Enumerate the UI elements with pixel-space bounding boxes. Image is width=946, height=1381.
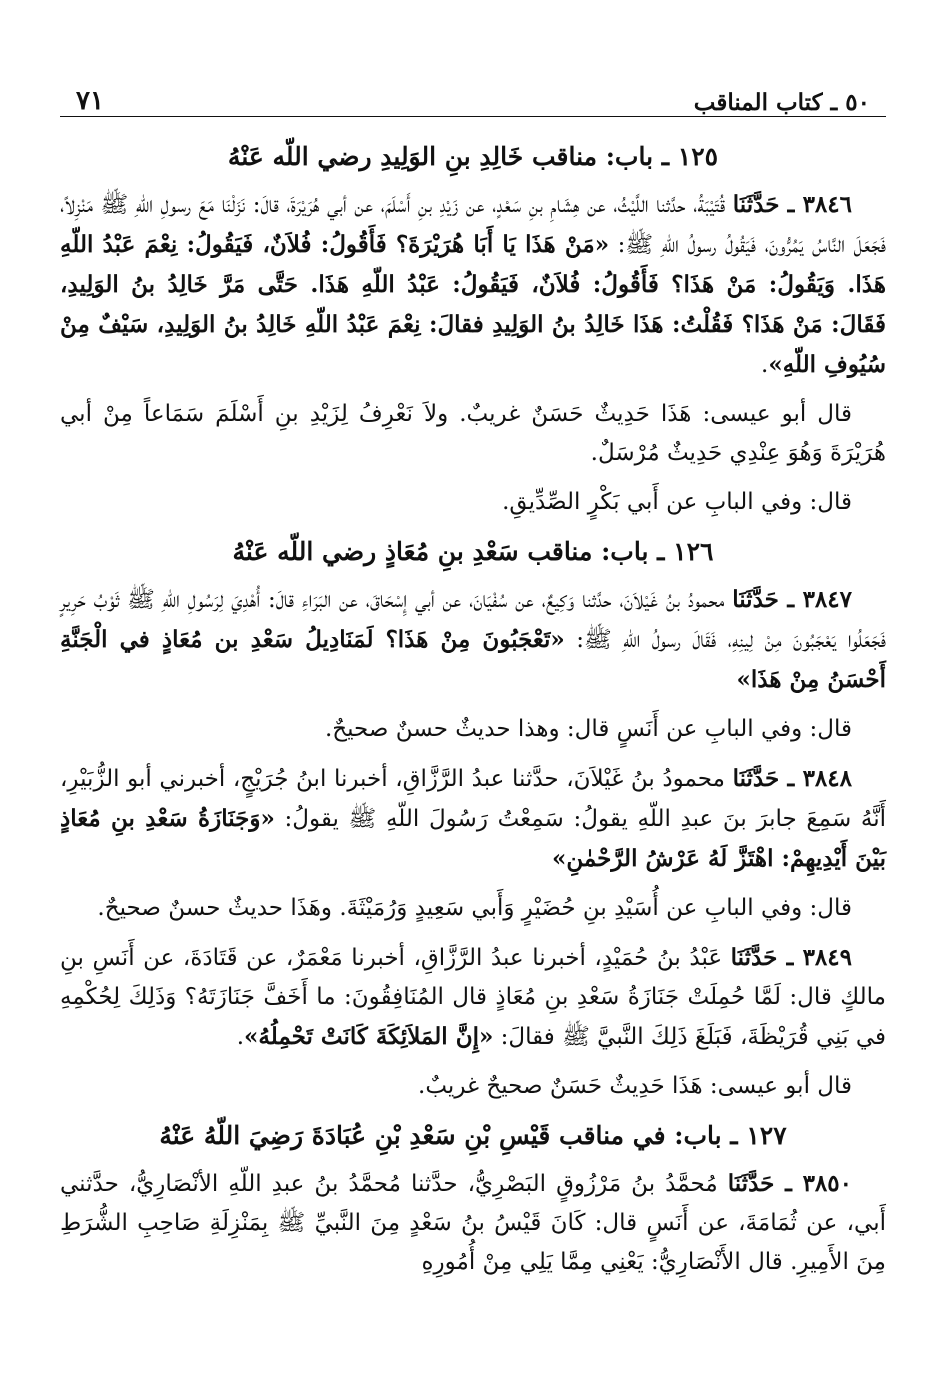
hadith-text: مُحمَّدُ بنُ مَرْزُوقٍ البَصْرِيُّ، حدَّثنا مُحمَّدُ بنُ عبدِ اللّهِ الأنْصَارِيُّ، حدَّثني أَبي، عن ثُمَامَةَ، عن أَنَسٍ قال: كَانَ قَيْسُ بنُ سَعْدٍ مِنَ النَّبيِّ ﷺ بِمَنْزِلَةِ صَاحِبِ الشُّرَطِ مِنَ الأَمِيرِ. قال الأَنْصَارِيُّ: يَعْنِي مِمَّا يَلِي مِنْ أُمُورِهِ	[60, 1171, 886, 1275]
commentary-paragraph	[60, 889, 886, 928]
chapter-title: ١٢٦ ـ باب: مناقب سَعْدِ بنِ مُعَاذٍ رضي اللّه عَنْهُ	[232, 537, 714, 566]
hadith-text: محمودُ بنُ غَيْلاَنَ، حدَّثنا وَكِيعٌ، عن سُفْيَانَ، عن أبي إِسْحَاقَ، عن البَرَاءِ قالَ: أُهْدِيَ لِرَسُولِ اللّهِ ﷺ ثَوْبُ حَرِيرٍ فَجَعَلُوا يَعْجَبُونَ مِنْ لِينِهِ، فَقَالَ رسولُ اللّهِ ﷺ:	[60, 587, 886, 653]
chapter-title: ١٢٥ ـ باب: مناقب خَالِدِ بنِ الوَلِيدِ رضي اللّه عَنْهُ	[227, 142, 719, 171]
commentary-text: قال أبو عيسى: هَذَا حَدِيثٌ حَسَنٌ غريبٌ. ولاَ نَعْرِفُ لِزَيْدِ بنِ أَسْلَمَ سَمَاعاً مِنْ أبي هُرَيْرَةَ وَهُوَ عِنْدِي حَدِيثٌ مُرْسَلٌ.	[60, 401, 886, 466]
hadith-text: قُتَيْبَةُ، حدَّثنا اللَّيْثُ، عن هِشَامِ بنِ سَعْدٍ، عن زَيْدِ بنِ أَسْلَمَ، عن أبي هُرَيْرَةَ، قالَ: نَزَلْنَا مَعَ رسولِ اللّهِ ﷺ مَنْزِلاً، فَجَعَلَ النَّاسُ يَمُرُّونَ، فَيَقُولُ رسولُ اللّهِ ﷺ:	[60, 192, 886, 258]
hadith-number: ٣٨٤٧ ـ حَدَّثَنَا	[732, 586, 852, 613]
hadith-number: ٣٨٤٩ ـ حَدَّثَنَا	[730, 944, 852, 971]
prophetic-speech: «إِنَّ المَلاَئِكَةَ كَانَتْ تَحْمِلُهُ»	[244, 1023, 494, 1050]
commentary-text: قال أبو عيسى: هَذَا حَدِيثٌ حَسَنٌ صحيحٌ غريبٌ.	[418, 1073, 852, 1099]
hadith-paragraph	[60, 580, 886, 700]
paragraph-tail: .	[236, 1024, 245, 1050]
commentary-paragraph	[60, 710, 886, 749]
book-title: ٥٠ ـ كتاب المناقب	[693, 89, 870, 116]
commentary-paragraph	[60, 483, 886, 522]
hadith-paragraph	[60, 185, 886, 385]
chapter-title: ١٢٧ ـ باب: في مناقب قَيْسِ بْنِ سَعْدِ بْنِ عُبَادَةَ رَضِيَ اللّهُ عَنْهُ	[159, 1121, 787, 1150]
commentary-text: قال: وفي البابِ عن أَنَسٍ قال: وهذا حديثٌ حسنٌ صحيحٌ.	[324, 716, 852, 742]
paragraph-tail: .	[761, 352, 769, 378]
prophetic-speech: «وَجَنَازَةُ سَعْدِ بنِ مُعَاذٍ بَيْنَ أَيْدِيهِمْ: اهْتَزَّ لَهُ عَرْشُ الرَّحْمٰنِ»	[60, 805, 886, 872]
page-number: ٧١	[76, 86, 104, 116]
hadith-paragraph	[60, 1164, 886, 1282]
running-header	[60, 72, 886, 117]
hadith-text: محمودُ بنُ غَيْلاَنَ، حدَّثنا عبدُ الرَّزَّاقِ، أخبرنا ابنُ جُرَيْجٍ، أخبرني أبو الزُّبَيْرِ، أَنَّهُ سَمِعَ جابرَ بنَ عبدِ اللّهِ يقولُ: سَمِعْتُ رَسُولَ اللّهِ ﷺ يقولُ:	[60, 766, 886, 832]
commentary-text: قال: وفي البابِ عن أَبي بَكْرٍ الصِّدِّيقِ.	[502, 489, 852, 515]
prophetic-speech: «تَعْجَبُونَ مِنْ هَذَا؟ لَمَنَادِيلُ سَعْدِ بن مُعَاذٍ في الْجَنَّةِ أَحْسَنُ مِنْ هَذَا»	[60, 626, 886, 693]
hadith-paragraph	[60, 759, 886, 879]
hadith-paragraph	[60, 938, 886, 1057]
hadith-number: ٣٨٥٠ ـ حَدَّثَنَا	[727, 1170, 852, 1197]
hadith-text: عَبْدُ بنُ حُمَيْدٍ، أخبرنا عبدُ الرَّزَّاقِ، أخبرنا مَعْمَرٌ، عن قَتَادَةَ، عن أَنَسِ بنِ مالكٍ قال: لَمَّا حُمِلَتْ جَنَازَةُ سَعْدِ بنِ مُعَاذٍ قال المُنَافِقُونَ: ما أَخَفَّ جَنَازَتَهُ؟ وَذَلِكَ لِحُكْمِهِ في بَنِي قُرَيْظَةَ، فَبَلَغَ ذَلِكَ النَّبيَّ ﷺ فقالَ:	[60, 945, 886, 1050]
commentary-text: قال: وفي البابِ عن أُسَيْدِ بنِ حُضَيْرٍ وَأَبي سَعِيدٍ وَرُمَيْثَةَ. وهَذَا حديثٌ حسنٌ صحيحٌ.	[97, 895, 852, 921]
prophetic-speech: «مَنْ هَذَا يَا أَبَا هُرَيْرَةَ؟ فَأَقُولُ: فُلاَنٌ، فَيَقُولُ: نِعْمَ عَبْدُ اللّهِ هَذَا. وَيَقُولُ: مَنْ هَذَا؟ فَأَقُولُ: فُلاَنٌ، فَيَقُولُ: عَبْدُ اللّهِ هَذَا. حَتَّى مَرَّ خَالِدُ بنُ الوَلِيدِ، فَقَالَ: مَنْ هَذَا؟ فَقُلْتُ: هَذَا خَالِدُ بنُ الوَلِيدِ فقالَ: نِعْمَ عَبْدُ اللّهِ خَالِدُ بنُ الوَلِيدِ، سَيْفٌ مِنْ سُيُوفِ اللّهِ»	[60, 231, 886, 378]
commentary-paragraph	[60, 395, 886, 473]
commentary-paragraph	[60, 1067, 886, 1106]
page-content	[60, 117, 886, 1282]
hadith-number: ٣٨٤٨ ـ حَدَّثَنَا	[732, 765, 852, 792]
hadith-number: ٣٨٤٦ ـ حَدَّثَنَا	[732, 191, 852, 218]
